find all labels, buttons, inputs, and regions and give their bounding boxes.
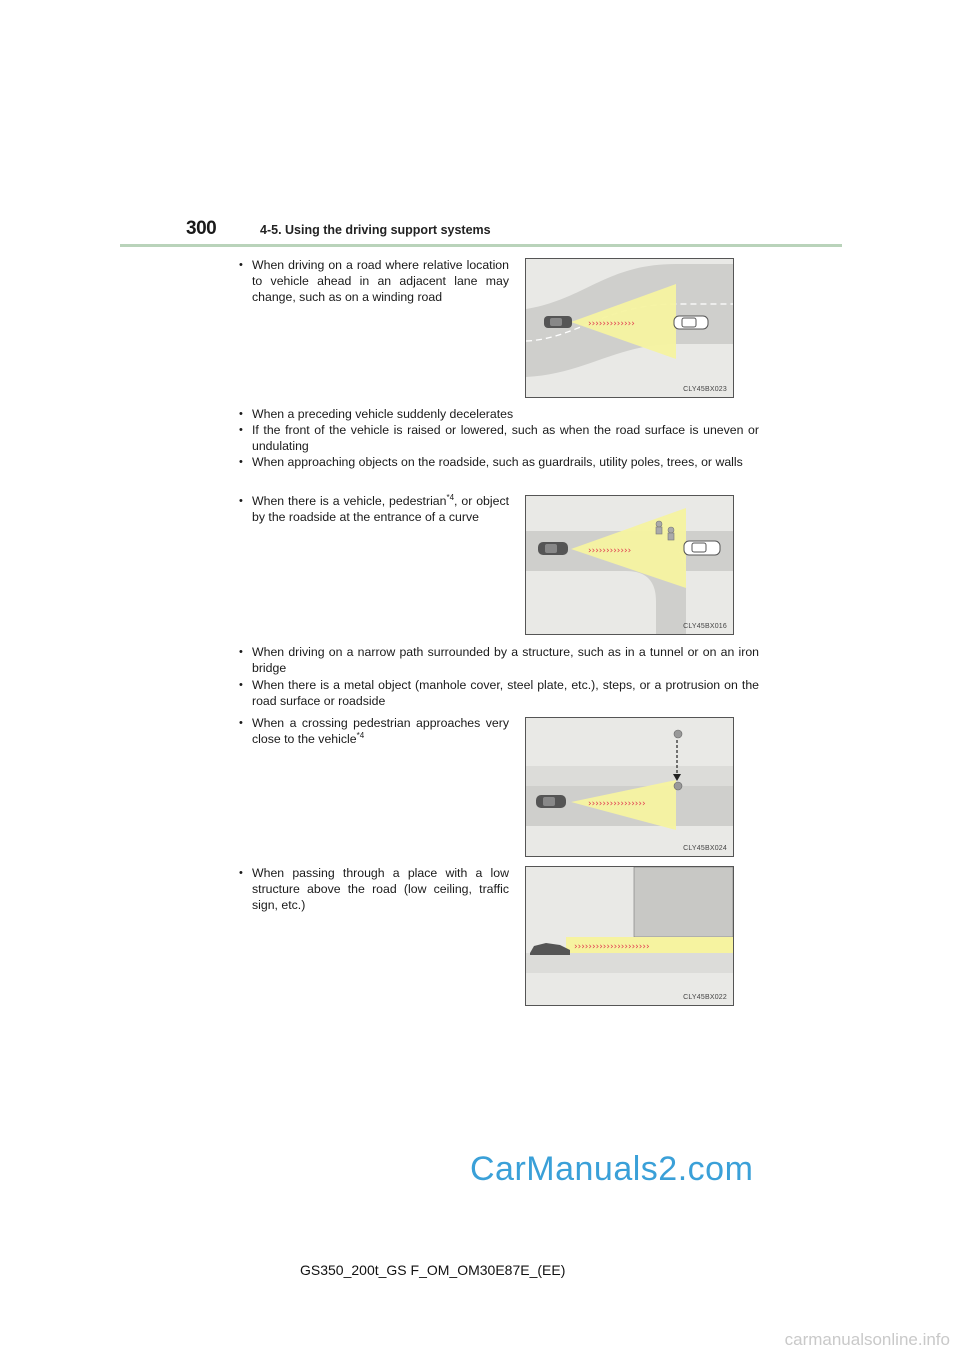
bullet-text: When there is a vehicle, pedestrian	[252, 494, 447, 508]
watermark-logo: CarManuals2.com	[470, 1150, 754, 1188]
figure-curve-entrance	[525, 495, 734, 635]
bullet-narrow-path: • When driving on a narrow path surrounded by a structure, such as in a tunnel or on an iron bridge	[239, 644, 759, 676]
figure-code: CLY45BX024	[683, 845, 727, 852]
crossing-pedestrian-illustration	[526, 718, 733, 856]
header-rule	[120, 244, 842, 247]
figure-winding-road	[525, 258, 734, 398]
page-number: 300	[186, 218, 217, 239]
bullet-text: When a crossing pedestrian approaches very close to the vehicle	[252, 716, 509, 747]
bullet-winding-road: • When driving on a road where relative location to vehicle ahead in an adjacent lane may change, such as on a winding road	[239, 257, 509, 306]
footer-doc-code: GS350_200t_GS F_OM_OM30E87E_(EE)	[300, 1262, 566, 1278]
page-header	[120, 218, 842, 246]
figure-low-structure	[525, 866, 734, 1006]
svg-text:››››››››››››››››: ››››››››››››››››	[588, 799, 646, 809]
bullet-curve-entrance	[239, 493, 509, 525]
bullet-decelerates: • When a preceding vehicle suddenly decelerates	[239, 406, 759, 422]
curve-entrance-illustration	[526, 496, 733, 634]
section-title: 4-5. Using the driving support systems	[260, 223, 491, 237]
figure-code: CLY45BX023	[683, 386, 727, 393]
low-structure-illustration	[526, 867, 733, 1005]
winding-road-illustration	[526, 259, 733, 397]
svg-text:››››››››››››: ››››››››››››	[588, 546, 632, 556]
watermark-site: carmanualsonline.info	[784, 1330, 950, 1349]
figure-crossing-pedestrian	[525, 717, 734, 857]
figure-code: CLY45BX016	[683, 623, 727, 630]
svg-text:›››››››››››››: ›››››››››››››	[588, 319, 635, 329]
bullet-low-structure: • When passing through a place with a low structure above the road (low ceiling, traffic sign, etc.)	[239, 865, 509, 914]
svg-text:›››››››››››››››››››››: ›››››››››››››››››››››	[574, 942, 650, 952]
figure-code: CLY45BX022	[683, 994, 727, 1001]
footnote-ref: *4	[356, 731, 365, 741]
bullet-roadside-objects: • When approaching objects on the roadside, such as guardrails, utility poles, trees, or walls	[239, 454, 759, 470]
bullet-metal-object: • When there is a metal object (manhole cover, steel plate, etc.), steps, or a protrusion on the road surface or roadside	[239, 677, 759, 709]
bullet-raised-lowered: • If the front of the vehicle is raised or lowered, such as when the road surface is uneven or undulating	[239, 422, 759, 454]
footnote-ref: *4	[446, 492, 455, 502]
bullet-text: , or object by the roadside at the entrance of a curve	[252, 494, 510, 525]
bullet-crossing-pedestrian	[239, 715, 509, 747]
